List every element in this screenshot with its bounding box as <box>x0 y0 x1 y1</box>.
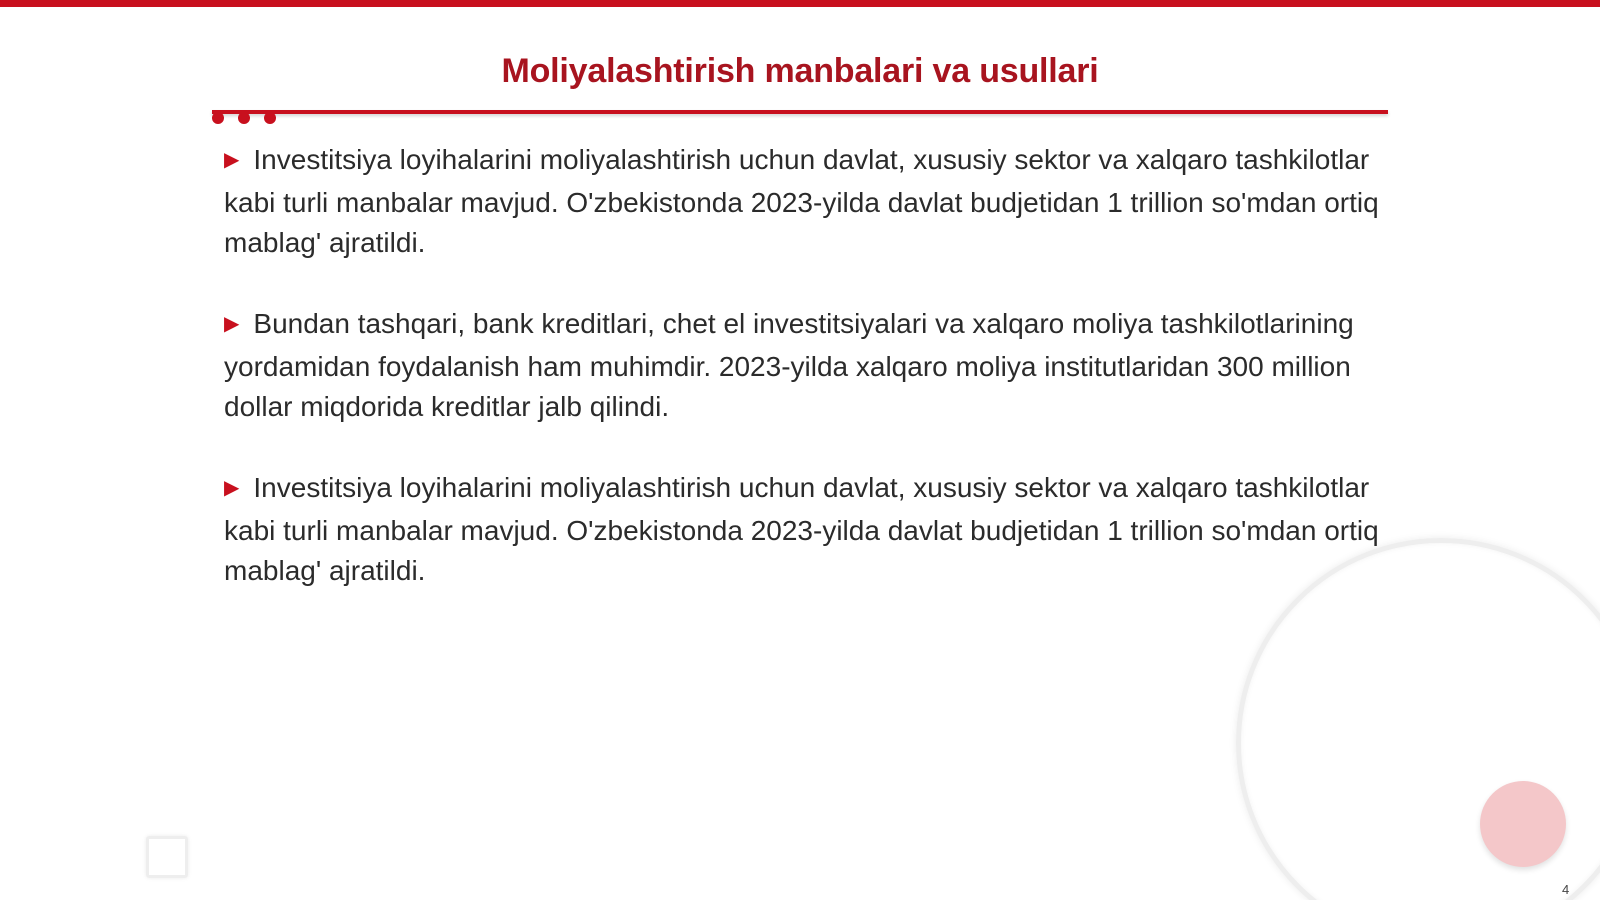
bullet-list <box>224 140 1394 632</box>
decorative-square-icon <box>146 836 188 878</box>
bullet-item <box>224 468 1394 591</box>
decorative-dot-icon <box>238 112 250 124</box>
bullet-text: Investitsiya loyihalarini moliyalashtirish uchun davlat, xususiy sektor va xalqaro tashkilotlar kabi turli manbalar mavjud. O'zbekistonda 2023-yilda davlat budjetidan 1 trillion so'mdan ortiq mablag' ajratildi. <box>224 144 1379 258</box>
bullet-text: Bundan tashqari, bank kreditlari, chet el investitsiyalari va xalqaro moliya tashkilotlarining yordamidan foydalanish ham muhimdir. 2023-yilda xalqaro moliya institutlaridan 300 million dollar miqdorida kreditlar jalb qilindi. <box>224 308 1354 422</box>
slide-title: Moliyalashtirish manbalari va usullari <box>501 52 1099 90</box>
decorative-dot-icon <box>212 112 224 124</box>
top-accent-bar <box>0 0 1600 7</box>
decorative-dot-icon <box>264 112 276 124</box>
bullet-item <box>224 140 1394 263</box>
page-number: 4 <box>1562 882 1570 897</box>
bullet-text: Investitsiya loyihalarini moliyalashtirish uchun davlat, xususiy sektor va xalqaro tashkilotlar kabi turli manbalar mavjud. O'zbekistonda 2023-yilda davlat budjetidan 1 trillion so'mdan ortiq mablag' ajratildi. <box>224 472 1379 586</box>
triangle-right-icon: ▶ <box>224 149 240 171</box>
decorative-pink-circle-icon <box>1480 781 1566 867</box>
triangle-right-icon: ▶ <box>224 477 240 499</box>
triangle-right-icon: ▶ <box>224 313 240 335</box>
bullet-item <box>224 304 1394 427</box>
title-underline <box>212 110 1388 114</box>
